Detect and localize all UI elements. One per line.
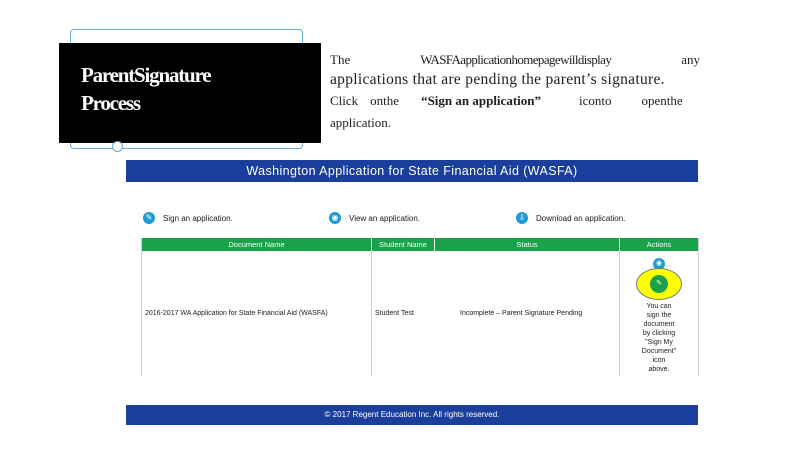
download-icon: ⇩ <box>516 212 528 224</box>
title-frame-handle <box>112 141 123 152</box>
tooltip-line: sign the <box>646 312 672 319</box>
pencil-icon: ✎ <box>143 212 155 224</box>
desc-word: openthe <box>641 93 683 108</box>
desc-emphasis: “Sign an application” <box>421 93 541 108</box>
tooltip-line: document <box>643 321 675 328</box>
tooltip-line: You can <box>646 303 672 310</box>
eye-icon: ◉ <box>329 212 341 224</box>
desc-word: iconto <box>579 93 612 108</box>
column-header-document-name: Document Name <box>142 238 371 251</box>
app-header: Washington Application for State Financial Aid (WASFA) <box>126 160 698 182</box>
tooltip-line: "Sign My <box>645 339 673 346</box>
column-divider <box>371 251 372 376</box>
download-application-link[interactable] <box>516 212 625 224</box>
app-footer: © 2017 Regent Education Inc. All rights reserved. <box>126 405 698 425</box>
desc-line-3 <box>330 93 710 115</box>
sign-application-label: Sign an application. <box>163 213 233 223</box>
slide-title-line2: Process <box>81 91 140 115</box>
tooltip-line: Document" <box>641 348 677 355</box>
sign-application-link[interactable] <box>143 212 233 224</box>
download-application-label: Download an application. <box>536 213 626 223</box>
slide-title <box>59 43 321 143</box>
tooltip-line: by clicking <box>642 330 676 337</box>
view-application-label: View an application. <box>349 213 421 223</box>
desc-word: onthe <box>370 93 400 108</box>
cell-document-name[interactable]: 2016-2017 WA Application for State Financial Aid (WASFA) <box>145 310 328 317</box>
cell-status: Incomplete – Parent Signature Pending <box>460 310 583 317</box>
slide-title-line1: ParentSignature <box>81 63 211 87</box>
desc-word: Click <box>330 93 359 108</box>
column-header-student-name: Student Name <box>372 238 434 251</box>
applications-table <box>141 238 699 376</box>
desc-word: WASFAapplicationhomepagewilldisplay <box>420 52 612 67</box>
action-links <box>126 212 698 228</box>
desc-word: any <box>681 52 700 67</box>
tooltip-line: above. <box>648 366 670 373</box>
view-document-icon[interactable]: ◉ <box>653 258 665 270</box>
desc-line-4: application. <box>330 115 392 130</box>
tooltip-line: icon <box>652 357 666 364</box>
cell-student-name: Student Test <box>375 310 414 317</box>
sign-document-highlight <box>636 268 682 300</box>
desc-line-1 <box>330 52 710 71</box>
sign-tooltip <box>620 302 698 374</box>
pencil-icon[interactable]: ✎ <box>650 275 668 293</box>
desc-word: The <box>330 52 351 67</box>
row-actions <box>620 258 698 374</box>
view-application-link[interactable] <box>329 212 420 224</box>
desc-line-2: applications that are pending the parent’s signature. <box>330 71 665 88</box>
column-header-status: Status <box>435 238 619 251</box>
column-header-actions: Actions <box>620 238 698 251</box>
slide-description <box>330 52 710 131</box>
wasfa-app-screenshot <box>126 160 698 425</box>
